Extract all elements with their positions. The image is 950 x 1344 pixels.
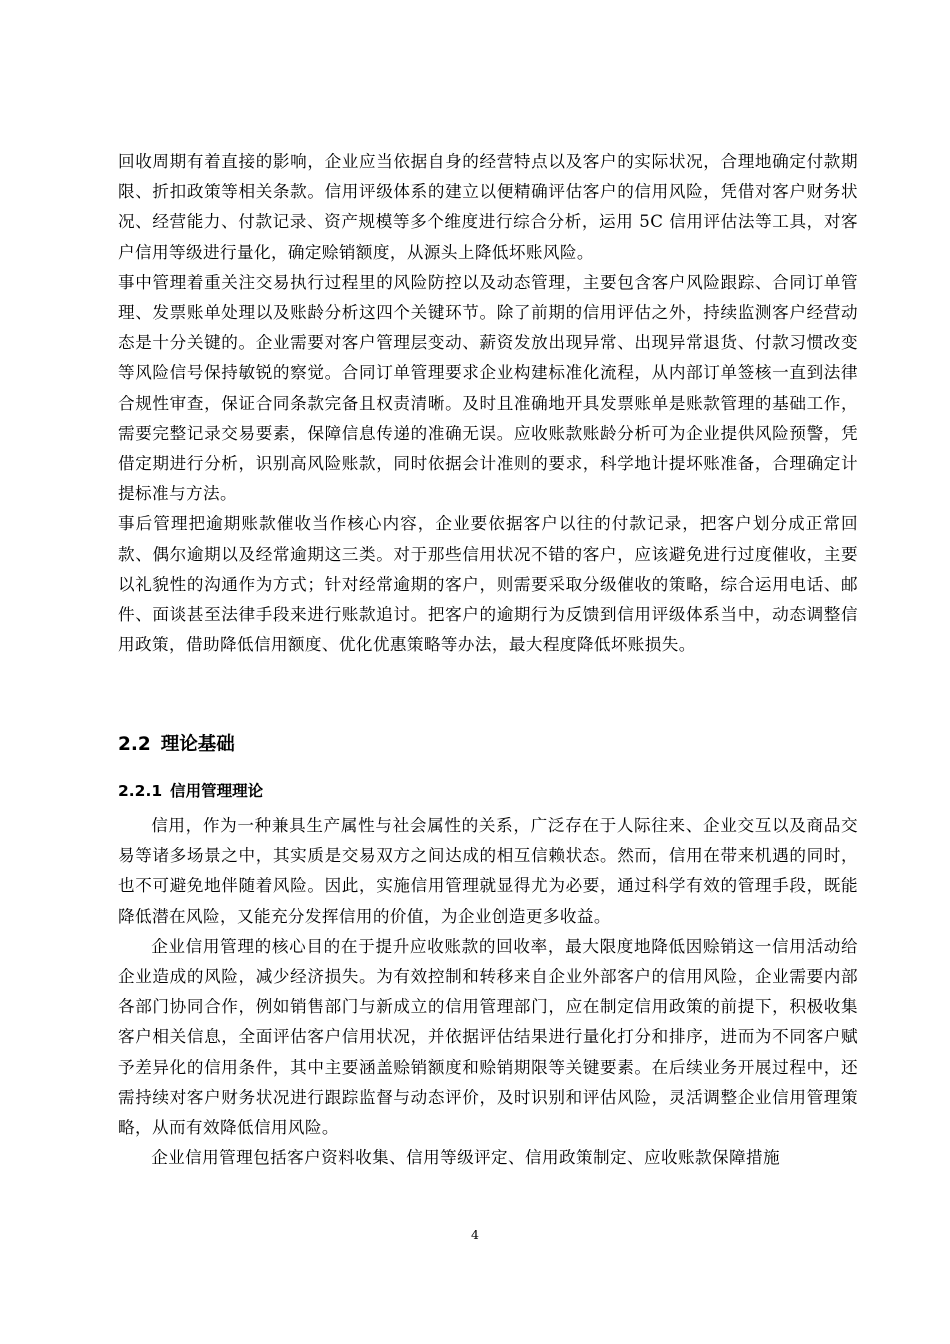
subsection-text-block <box>118 811 858 1173</box>
subsection-number: 2.2.1 <box>118 782 163 800</box>
subsection-title: 信用管理理论 <box>170 782 264 800</box>
page-number: 4 <box>471 1227 479 1242</box>
paragraph-pre-sale-management-end: 回收周期有着直接的影响，企业应当依据自身的经营特点以及客户的实际状况，合理地确定付款期限、折扣政策等相关条款。信用评级体系的建立以便精确评估客户的信用风险，凭借对客户财务状况、经营能力、付款记录、资产规模等多个维度进行综合分析，运用 5C 信用评估法等工具，对客户信用等级进行量化，确定赊销额度，从源头上降低坏账风险。 <box>118 152 858 262</box>
section-title: 理论基础 <box>160 734 235 755</box>
subsection-heading <box>118 777 263 805</box>
paragraph-post-sale-management: 事后管理把逾期账款催收当作核心内容，企业要依据客户以往的付款记录，把客户划分成正常回款、偶尔逾期以及经常逾期这三类。对于那些信用状况不错的客户，应该避免进行过度催收，主要以礼貌性的沟通作为方式；针对经常逾期的客户，则需要采取分级催收的策略，综合运用电话、邮件、面谈甚至法律手段来进行账款追讨。把客户的逾期行为反馈到信用评级体系当中，动态调整信用政策，借助降低信用额度、优化优惠策略等办法，最大程度降低坏账损失。 <box>118 514 858 655</box>
section-heading <box>118 730 235 760</box>
continued-text-block <box>118 147 858 660</box>
paragraph-credit-definition: 信用，作为一种兼具生产属性与社会属性的关系，广泛存在于人际往来、企业交互以及商品交易等诸多场景之中，其实质是交易双方之间达成的相互信赖状态。然而，信用在带来机遇的同时，也不可避免地伴随着风险。因此，实施信用管理就显得尤为必要，通过科学有效的管理手段，既能降低潜在风险，又能充分发挥信用的价值，为企业创造更多收益。 <box>118 816 858 926</box>
paragraph-credit-management-purpose: 企业信用管理的核心目的在于提升应收账款的回收率，最大限度地降低因赊销这一信用活动给企业造成的风险，减少经济损失。为有效控制和转移来自企业外部客户的信用风险，企业需要内部各部门协同合作，例如销售部门与新成立的信用管理部门，应在制定信用政策的前提下，积极收集客户相关信息，全面评估客户信用状况，并依据评估结果进行量化打分和排序，进而为不同客户赋予差异化的信用条件，其中主要涵盖赊销额度和赊销期限等关键要素。在后续业务开展过程中，还需持续对客户财务状况进行跟踪监督与动态评价，及时识别和评估风险，灵活调整企业信用管理策略，从而有效降低信用风险。 <box>118 936 858 1138</box>
paragraph-in-sale-management: 事中管理着重关注交易执行过程里的风险防控以及动态管理，主要包含客户风险跟踪、合同订单管理、发票账单处理以及账龄分析这四个关键环节。除了前期的信用评估之外，持续监测客户经营动态是十分关键的。企业需要对客户管理层变动、薪资发放出现异常、出现异常退货、付款习惯改变等风险信号保持敏锐的察觉。合同订单管理要求企业构建标准化流程，从内部订单签核一直到法律合规性审查，保证合同条款完备且权责清晰。及时且准确地开具发票账单是账款管理的基础工作，需要完整记录交易要素，保障信息传递的准确无误。应收账款账龄分析可为企业提供风险预警，凭借定期进行分析，识别高风险账款，同时依据会计准则的要求，科学地计提坏账准备，合理确定计提标准与方法。 <box>118 272 858 504</box>
section-number: 2.2 <box>118 734 151 755</box>
paragraph-credit-management-scope: 企业信用管理包括客户资料收集、信用等级评定、信用政策制定、应收账款保障措施 <box>151 1148 780 1168</box>
